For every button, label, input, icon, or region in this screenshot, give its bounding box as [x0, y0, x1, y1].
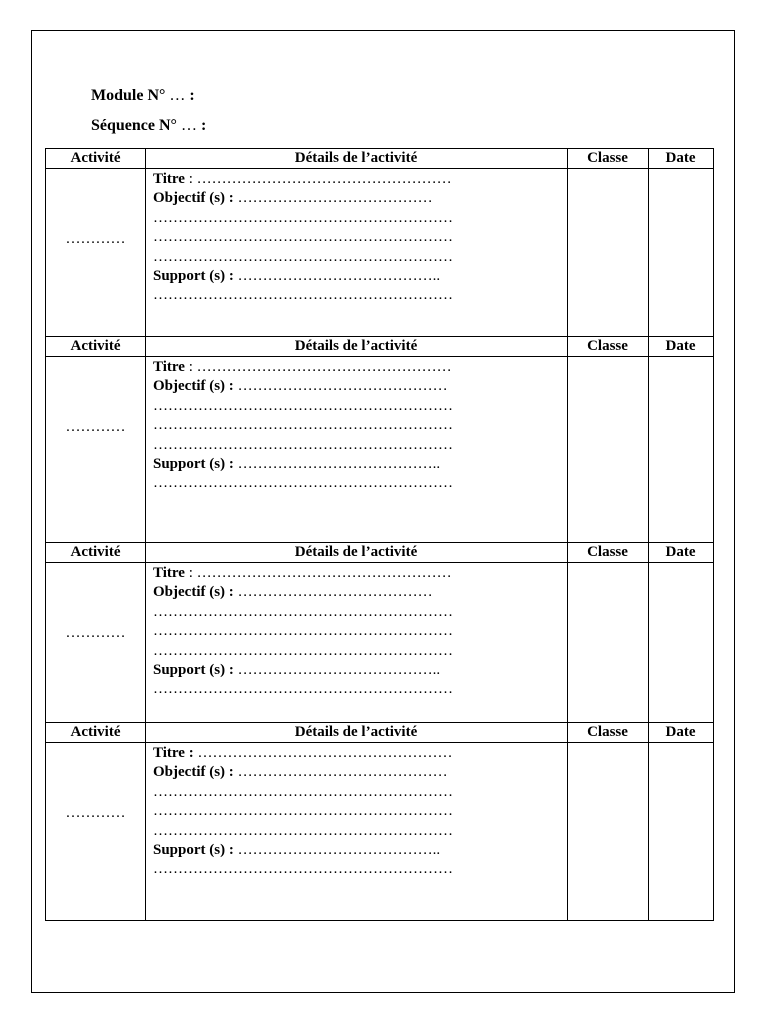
- column-divider: [648, 723, 649, 920]
- col-details-header: Détails de l’activité: [294, 724, 418, 740]
- dots-line: ……………………………………………………: [153, 642, 453, 659]
- titre-dots: : ……………………………………………: [184, 565, 452, 581]
- activity-block-1: [45, 148, 714, 337]
- support-label: Support (s) :: [153, 456, 234, 473]
- col-details-header: Détails de l’activité: [294, 338, 418, 354]
- titre-dots: ……………………………………………: [193, 745, 453, 761]
- col-date-header: Date: [665, 724, 696, 740]
- dots-line: ……………………………………………………: [153, 417, 453, 434]
- table-header-row: [46, 149, 713, 169]
- activity-block-2: [45, 336, 714, 543]
- objectif-label: Objectif (s) :: [153, 584, 234, 601]
- support-dots: …………………………………..: [233, 456, 441, 473]
- dots-line: ……………………………………………………: [153, 436, 453, 453]
- dots-line: ……………………………………………………: [153, 861, 453, 878]
- column-divider: [567, 337, 568, 542]
- col-class-header: Classe: [587, 338, 628, 354]
- dots-line: ……………………………………………………: [153, 229, 453, 246]
- sequence-label: Séquence N°: [91, 117, 177, 134]
- column-divider: [145, 337, 146, 542]
- activity-block-3: [45, 542, 714, 723]
- module-line: [91, 87, 195, 105]
- column-divider: [145, 543, 146, 722]
- activity-details: [153, 744, 453, 880]
- activity-details: [153, 170, 453, 306]
- table-header-row: [46, 543, 713, 563]
- activity-details: [153, 358, 453, 494]
- activity-value: …………: [65, 419, 126, 435]
- support-label: Support (s) :: [153, 662, 234, 679]
- dots-line: ……………………………………………………: [153, 822, 453, 839]
- activity-value: …………: [65, 231, 126, 247]
- col-activity-header: Activité: [70, 338, 121, 354]
- table-header-row: [46, 723, 713, 743]
- table-header-row: [46, 337, 713, 357]
- sequence-line: [91, 117, 206, 135]
- sequence-colon: :: [200, 117, 207, 134]
- column-divider: [145, 723, 146, 920]
- dots-line: ……………………………………………………: [153, 209, 453, 226]
- col-class-header: Classe: [587, 150, 628, 166]
- dots-line: ……………………………………………………: [153, 603, 453, 620]
- objectif-dots: ……………………………………: [233, 378, 448, 395]
- objectif-label: Objectif (s) :: [153, 378, 234, 395]
- dots-line: ……………………………………………………: [153, 248, 453, 265]
- column-divider: [567, 149, 568, 336]
- titre-label: Titre :: [153, 745, 194, 761]
- col-activity-header: Activité: [70, 724, 121, 740]
- support-label: Support (s) :: [153, 268, 234, 285]
- column-divider: [567, 543, 568, 722]
- objectif-dots: …………………………………: [233, 190, 433, 207]
- dots-line: ……………………………………………………: [153, 803, 453, 820]
- objectif-dots: …………………………………: [233, 584, 433, 601]
- dots-line: ……………………………………………………: [153, 783, 453, 800]
- activity-details: [153, 564, 453, 700]
- titre-dots: : ……………………………………………: [184, 171, 452, 187]
- activity-block-4: [45, 722, 714, 921]
- support-dots: …………………………………..: [233, 662, 441, 679]
- titre-dots: : ……………………………………………: [184, 359, 452, 375]
- module-label: Module N°: [91, 87, 166, 104]
- activity-value: …………: [65, 625, 126, 641]
- titre-label: Titre: [153, 359, 185, 375]
- col-date-header: Date: [665, 150, 696, 166]
- column-divider: [567, 723, 568, 920]
- module-colon: :: [189, 87, 195, 104]
- col-details-header: Détails de l’activité: [294, 544, 418, 560]
- module-dots: …: [165, 87, 190, 104]
- titre-label: Titre: [153, 171, 185, 187]
- dots-line: ……………………………………………………: [153, 287, 453, 304]
- col-activity-header: Activité: [70, 544, 121, 560]
- support-dots: …………………………………..: [233, 268, 441, 285]
- col-class-header: Classe: [587, 544, 628, 560]
- sequence-dots: …: [176, 117, 201, 134]
- column-divider: [648, 337, 649, 542]
- objectif-label: Objectif (s) :: [153, 764, 234, 781]
- col-details-header: Détails de l’activité: [294, 150, 418, 166]
- col-activity-header: Activité: [70, 150, 121, 166]
- column-divider: [648, 543, 649, 722]
- dots-line: ……………………………………………………: [153, 397, 453, 414]
- titre-label: Titre: [153, 565, 185, 581]
- support-dots: …………………………………..: [233, 842, 441, 859]
- activity-value: …………: [65, 805, 126, 821]
- objectif-label: Objectif (s) :: [153, 190, 234, 207]
- column-divider: [145, 149, 146, 336]
- dots-line: ……………………………………………………: [153, 623, 453, 640]
- col-date-header: Date: [665, 338, 696, 354]
- dots-line: ……………………………………………………: [153, 475, 453, 492]
- column-divider: [648, 149, 649, 336]
- col-date-header: Date: [665, 544, 696, 560]
- objectif-dots: ……………………………………: [233, 764, 448, 781]
- col-class-header: Classe: [587, 724, 628, 740]
- dots-line: ……………………………………………………: [153, 681, 453, 698]
- support-label: Support (s) :: [153, 842, 234, 859]
